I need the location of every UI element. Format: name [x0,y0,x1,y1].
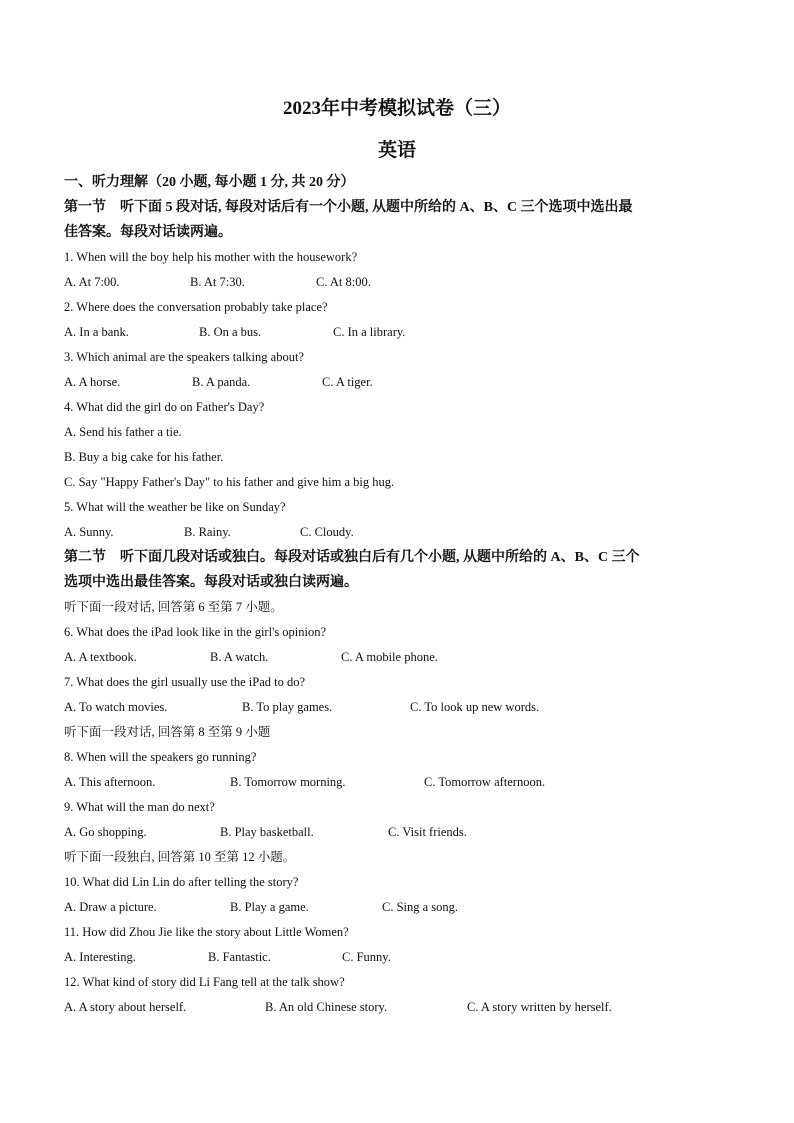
option-a: A. Send his father a tie. [64,425,182,439]
option-a: A. Sunny. [64,525,114,539]
option-b: B. To play games. [242,700,333,714]
option-a: A. To watch movies. [64,700,168,714]
option-a: A. A textbook. [64,650,137,664]
option-b: B. Rainy. [184,525,231,539]
question-12: 12. What kind of story did Li Fang tell at the talk show? [64,975,345,989]
options-3 [64,370,734,395]
instruction-6-7: 听下面一段对话, 回答第 6 至第 7 小题。 [64,600,283,614]
section1-heading-line1: 第一节 听下面 5 段对话, 每段对话后有一个小题, 从题中所给的 A、B、C 三个选项中选出最 [64,200,633,215]
section2-heading-line2: 选项中选出最佳答案。每段对话或独白读两遍。 [64,575,358,590]
question-7: 7. What does the girl usually use the iPad to do? [64,675,306,689]
question-1: 1. When will the boy help his mother with the housework? [64,250,358,264]
options-10 [64,895,734,920]
options-1 [64,270,734,295]
question-4: 4. What did the girl do on Father's Day? [64,400,265,414]
option-c: C. Funny. [342,950,391,964]
question-5: 5. What will the weather be like on Sunday? [64,500,286,514]
option-a: A. In a bank. [64,325,129,339]
question-3: 3. Which animal are the speakers talking about? [64,350,304,364]
option-c: C. In a library. [333,325,406,339]
options-12 [64,995,734,1020]
option-a: A. Interesting. [64,950,136,964]
option-b: B. Buy a big cake for his father. [64,450,224,464]
exam-content [64,170,734,1020]
option-b: B. An old Chinese story. [265,1000,388,1014]
option-a: A. A horse. [64,375,121,389]
question-9: 9. What will the man do next? [64,800,215,814]
option-c: C. Tomorrow afternoon. [424,775,546,789]
option-a: A. At 7:00. [64,275,120,289]
option-a: A. This afternoon. [64,775,156,789]
question-2: 2. Where does the conversation probably take place? [64,300,328,314]
instruction-8-9: 听下面一段对话, 回答第 8 至第 9 小题 [64,725,271,739]
option-b: B. On a bus. [199,325,262,339]
section2-heading-line1: 第二节 听下面几段对话或独白。每段对话或独白后有几个小题, 从题中所给的 A、B、C 三个 [64,550,640,565]
section1-heading-line2: 佳答案。每段对话读两遍。 [64,225,232,240]
options-5 [64,520,734,545]
options-7 [64,695,734,720]
option-a: A. Draw a picture. [64,900,157,914]
subject-title: 英语 [377,140,416,161]
option-b: B. At 7:30. [190,275,245,289]
option-b: B. Play a game. [230,900,309,914]
option-c: C. Cloudy. [300,525,354,539]
options-2 [64,320,734,345]
option-c: C. Say "Happy Father's Day" to his father and give him a big hug. [64,475,395,489]
options-9 [64,820,734,845]
option-a: A. Go shopping. [64,825,147,839]
option-c: C. Sing a song. [382,900,459,914]
options-6 [64,645,734,670]
part-heading: 一、听力理解（20 小题, 每小题 1 分, 共 20 分） [64,175,355,190]
options-8 [64,770,734,795]
option-c: C. Visit friends. [388,825,467,839]
option-b: B. A watch. [210,650,269,664]
instruction-10-12: 听下面一段独白, 回答第 10 至第 12 小题。 [64,850,296,864]
option-b: B. A panda. [192,375,251,389]
option-c: C. A mobile phone. [341,650,438,664]
question-11: 11. How did Zhou Jie like the story about Little Women? [64,925,349,939]
question-6: 6. What does the iPad look like in the girl's opinion? [64,625,327,639]
option-b: B. Fantastic. [208,950,271,964]
option-b: B. Play basketball. [220,825,314,839]
option-c: C. To look up new words. [410,700,540,714]
option-c: C. A tiger. [322,375,373,389]
page-title: 2023年中考模拟试卷（三） [282,98,511,119]
question-8: 8. When will the speakers go running? [64,750,257,764]
options-11 [64,945,734,970]
option-b: B. Tomorrow morning. [230,775,346,789]
option-c: C. A story written by herself. [467,1000,612,1014]
question-10: 10. What did Lin Lin do after telling the story? [64,875,299,889]
option-c: C. At 8:00. [316,275,371,289]
option-a: A. A story about herself. [64,1000,187,1014]
